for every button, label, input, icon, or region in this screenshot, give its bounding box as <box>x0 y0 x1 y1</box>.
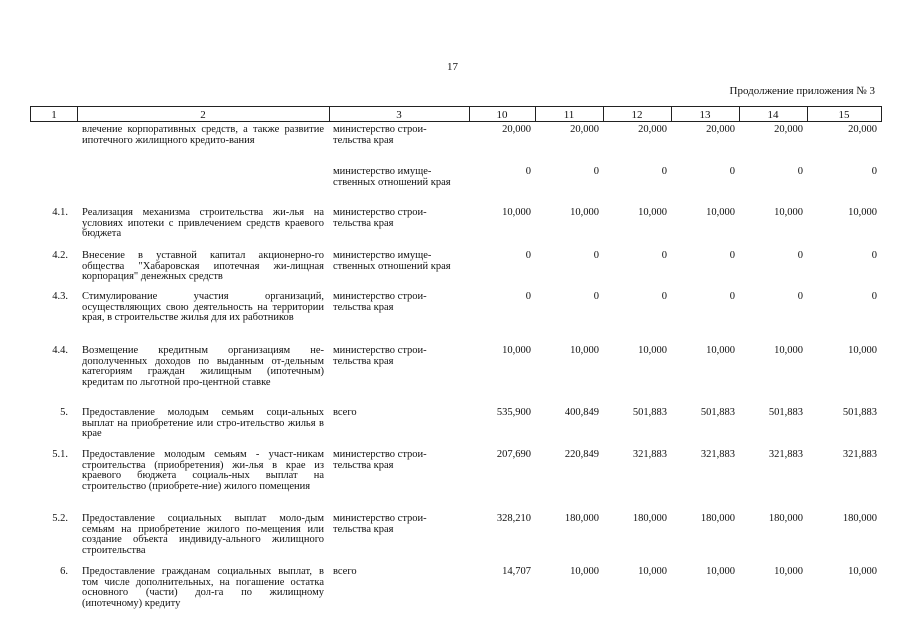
row-value: 0 <box>729 250 735 261</box>
header-cell: 1 <box>51 109 57 121</box>
row-description: Стимулирование участия организаций, осуществляющих свою деятельность на территории края, в строительстве жилья для их работников <box>82 291 324 323</box>
row-executor: министерство строи-тельства края <box>333 449 427 471</box>
row-value: 10,000 <box>706 345 735 356</box>
row-value: 0 <box>729 291 735 302</box>
row-value: 321,883 <box>842 449 877 460</box>
row-executor: министерство строи-тельства края <box>333 513 427 535</box>
row-value: 20,000 <box>848 124 877 135</box>
row-value: 0 <box>729 166 735 177</box>
row-number: 5.1. <box>52 449 68 460</box>
row-value: 0 <box>797 166 803 177</box>
row-description: Предоставление гражданам социальных выплат, в том числе дополнительных, на погашение остатка основного (части) дол-га по жилищному (ипотечному) кредиту <box>82 566 324 609</box>
header-cell: 2 <box>200 109 206 121</box>
row-value: 20,000 <box>502 124 531 135</box>
row-value: 220,849 <box>564 449 599 460</box>
row-executor: всего <box>333 566 357 577</box>
row-value: 0 <box>525 291 531 302</box>
row-value: 10,000 <box>774 207 803 218</box>
row-value: 535,900 <box>496 407 531 418</box>
row-value: 0 <box>661 166 667 177</box>
row-value: 10,000 <box>570 566 599 577</box>
row-executor: министерство строи-тельства края <box>333 345 427 367</box>
row-executor: всего <box>333 407 357 418</box>
row-value: 20,000 <box>706 124 735 135</box>
row-description: Предоставление молодым семьям соци-альных выплат на приобретение или стро-ительство жилья в крае <box>82 407 324 439</box>
row-description: Возмещение кредитным организациям не-дополученных доходов по выданным от-дельным категориям граждан жилищным (ипотечным) кредитам по льготной про-центной ставке <box>82 345 324 388</box>
row-description: влечение корпоративных средств, а также развитие ипотечного жилищного кредито-вания <box>82 124 324 146</box>
row-description: Предоставление социальных выплат моло-дым семьям на приобретение жилого по-мещения или создание объекта индивиду-ального жилищного строительства <box>82 513 324 556</box>
row-value: 207,690 <box>496 449 531 460</box>
row-value: 0 <box>593 291 599 302</box>
row-value: 0 <box>797 291 803 302</box>
row-value: 20,000 <box>774 124 803 135</box>
row-value: 501,883 <box>632 407 667 418</box>
row-value: 10,000 <box>638 207 667 218</box>
row-number: 4.4. <box>52 345 68 356</box>
row-number: 5. <box>60 407 68 418</box>
row-value: 0 <box>871 250 877 261</box>
row-value: 10,000 <box>502 207 531 218</box>
header-cell: 3 <box>396 109 402 121</box>
header-cell: 14 <box>767 109 779 121</box>
row-value: 14,707 <box>502 566 531 577</box>
header-cell: 13 <box>699 109 711 121</box>
row-value: 0 <box>525 166 531 177</box>
row-value: 10,000 <box>502 345 531 356</box>
row-value: 0 <box>593 250 599 261</box>
row-value: 180,000 <box>768 513 803 524</box>
row-value: 321,883 <box>700 449 735 460</box>
row-value: 10,000 <box>706 207 735 218</box>
row-number: 6. <box>60 566 68 577</box>
row-value: 10,000 <box>848 345 877 356</box>
row-value: 10,000 <box>638 566 667 577</box>
row-value: 10,000 <box>774 345 803 356</box>
row-value: 0 <box>797 250 803 261</box>
row-value: 501,883 <box>768 407 803 418</box>
row-number: 4.1. <box>52 207 68 218</box>
row-description: Внесение в уставной капитал акционерно-го общества "Хабаровская ипотечная жи-лищная корпорация" денежных средств <box>82 250 324 282</box>
row-value: 10,000 <box>570 207 599 218</box>
continuation-note: Продолжение приложения № 3 <box>729 85 875 97</box>
row-number: 5.2. <box>52 513 68 524</box>
row-value: 501,883 <box>842 407 877 418</box>
header-cell: 15 <box>838 109 850 121</box>
row-description: Реализация механизма строительства жи-лья на условиях ипотеки с привлечением средств краевого бюджета <box>82 207 324 239</box>
row-value: 180,000 <box>842 513 877 524</box>
row-value: 0 <box>871 291 877 302</box>
header-cell: 11 <box>563 109 575 121</box>
page-number: 17 <box>447 61 458 73</box>
row-value: 0 <box>661 250 667 261</box>
row-value: 180,000 <box>564 513 599 524</box>
row-value: 328,210 <box>496 513 531 524</box>
row-executor: министерство строи-тельства края <box>333 124 427 146</box>
row-value: 180,000 <box>700 513 735 524</box>
row-value: 10,000 <box>774 566 803 577</box>
row-value: 321,883 <box>632 449 667 460</box>
row-value: 321,883 <box>768 449 803 460</box>
row-value: 10,000 <box>706 566 735 577</box>
row-value: 0 <box>871 166 877 177</box>
row-value: 10,000 <box>848 566 877 577</box>
row-executor: министерство имуще-ственных отношений края <box>333 166 451 188</box>
row-number: 4.2. <box>52 250 68 261</box>
row-executor: министерство строи-тельства края <box>333 291 427 313</box>
row-value: 0 <box>525 250 531 261</box>
row-value: 20,000 <box>570 124 599 135</box>
row-value: 0 <box>593 166 599 177</box>
row-value: 501,883 <box>700 407 735 418</box>
header-cell: 12 <box>631 109 643 121</box>
header-cell: 10 <box>496 109 508 121</box>
row-value: 180,000 <box>632 513 667 524</box>
row-value: 10,000 <box>638 345 667 356</box>
row-number: 4.3. <box>52 291 68 302</box>
row-value: 10,000 <box>570 345 599 356</box>
row-value: 0 <box>661 291 667 302</box>
table-header <box>30 106 882 122</box>
row-executor: министерство строи-тельства края <box>333 207 427 229</box>
row-executor: министерство имуще-ственных отношений края <box>333 250 451 272</box>
row-value: 20,000 <box>638 124 667 135</box>
row-description: Предоставление молодым семьям - участ-никам строительства (приобретения) жи-лья в крае из краевого бюджета социаль-ных выплат на строительство (приобрете-ние) жилого помещения <box>82 449 324 492</box>
row-value: 400,849 <box>564 407 599 418</box>
row-value: 10,000 <box>848 207 877 218</box>
